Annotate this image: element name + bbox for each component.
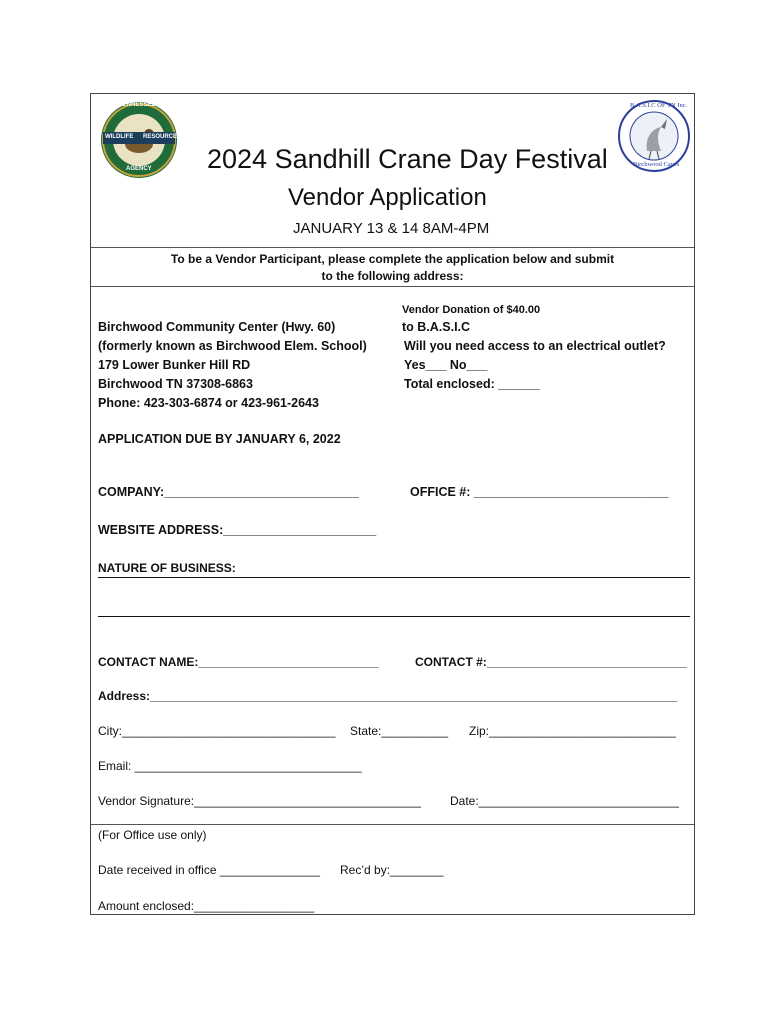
contact-name-field[interactable]: CONTACT NAME:___________________________ [98, 655, 379, 669]
festival-dates: JANUARY 13 & 14 8AM-4PM [293, 220, 490, 237]
city-field[interactable]: City:________________________________ [98, 724, 336, 738]
received-by-field[interactable]: Rec’d by:________ [340, 863, 444, 877]
office-use-heading: (For Office use only) [98, 828, 207, 842]
basic-crane-seal [617, 99, 691, 173]
divider-header [91, 247, 694, 248]
address-line-3: 179 Lower Bunker Hill RD [98, 358, 251, 372]
office-number-field[interactable]: OFFICE #: ____________________________ [410, 485, 669, 499]
electrical-question: Will you need access to an electrical outlet? [404, 339, 666, 353]
electrical-yes-no[interactable]: Yes___ No___ [404, 358, 488, 372]
contact-number-field[interactable]: CONTACT #:______________________________ [415, 655, 687, 669]
email-field[interactable]: Email: __________________________________ [98, 759, 362, 773]
address-line-1: Birchwood Community Center (Hwy. 60) [98, 320, 336, 334]
twra-band-right: RESOURCES [143, 134, 182, 140]
instructions-line-2: to the following address: [321, 269, 464, 283]
nature-of-business-label: NATURE OF BUSINESS: [98, 561, 236, 575]
date-received-field[interactable]: Date received in office _______________ [98, 863, 320, 877]
signature-date-field[interactable]: Date:______________________________ [450, 794, 679, 808]
twra-logo [99, 100, 182, 180]
vendor-signature-field[interactable]: Vendor Signature:__________________________________ [98, 794, 421, 808]
basic-ring-top: B.A.S.I.C OF TN Inc. [630, 102, 688, 109]
divider-instructions [91, 286, 694, 287]
application-due: APPLICATION DUE BY JANUARY 6, 2022 [98, 432, 341, 446]
address-line-4: Birchwood TN 37308-6863 [98, 377, 253, 391]
twra-ring-top: TENNESSEE [119, 102, 156, 108]
amount-enclosed-field[interactable]: Amount enclosed:__________________ [98, 899, 315, 913]
twra-band-left: WILDLIFE [105, 134, 134, 140]
instructions-line-1: To be a Vendor Participant, please complete the application below and submit [170, 252, 615, 266]
divider-office-use [91, 824, 694, 825]
donation-payee: to B.A.S.I.C [402, 320, 471, 334]
state-field[interactable]: State:__________ [350, 724, 449, 738]
application-form-frame [90, 93, 695, 915]
donation-amount: Vendor Donation of $40.00 [402, 304, 541, 316]
company-field[interactable]: COMPANY:____________________________ [98, 485, 359, 499]
page-subtitle: Vendor Application [288, 184, 487, 211]
address-line-5: Phone: 423-303-6874 or 423-961-2643 [98, 396, 319, 410]
page-title: 2024 Sandhill Crane Day Festival [207, 144, 608, 174]
nature-of-business-line-2[interactable] [98, 616, 690, 617]
twra-ring-bottom: AGENCY [126, 166, 152, 172]
nature-of-business-line-1[interactable] [98, 577, 690, 578]
address-line-2: (formerly known as Birchwood Elem. School) [98, 339, 367, 353]
address-field[interactable]: Address:_______________________________________________________________________________ [98, 689, 678, 703]
total-enclosed-field[interactable]: Total enclosed: ______ [404, 377, 540, 391]
zip-field[interactable]: Zip:____________________________ [469, 724, 676, 738]
website-field[interactable]: WEBSITE ADDRESS:______________________ [98, 523, 377, 537]
basic-ring-bottom: Birchwood Caves [633, 161, 680, 168]
